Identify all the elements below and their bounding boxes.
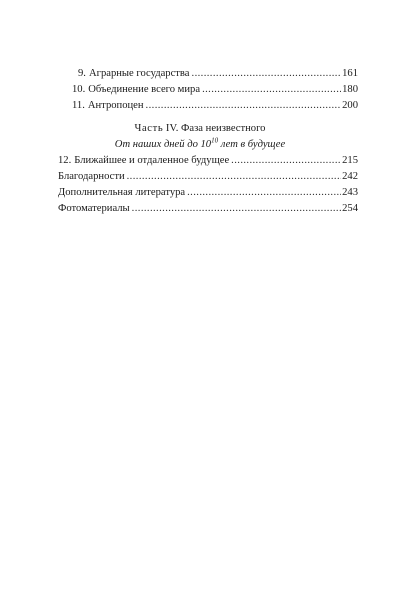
toc-entry-title: Ближайшее и отдаленное будущее <box>74 155 230 166</box>
dot-leader <box>187 185 341 201</box>
toc-entry <box>58 82 358 98</box>
toc-entry-number: 10. <box>72 84 86 95</box>
toc-entry-page: 215 <box>342 155 358 166</box>
toc-entry-number: 9. <box>78 68 86 79</box>
part-subtitle-end: лет в будущее <box>218 139 286 150</box>
part-subtitle <box>0 137 400 153</box>
part-heading <box>0 121 400 137</box>
dot-leader <box>192 66 342 82</box>
toc-entry-title: Благодарности <box>58 171 125 182</box>
toc-entry-title: Объединение всего мира <box>88 84 201 95</box>
dot-leader <box>127 169 341 185</box>
toc-bottom-section <box>58 153 358 217</box>
dot-leader <box>231 153 341 169</box>
toc-entry <box>58 98 358 114</box>
toc-entry-title: Дополнительная литература <box>58 187 186 198</box>
toc-entry-page: 242 <box>342 171 358 182</box>
toc-entry-page: 161 <box>342 68 358 79</box>
toc-entry-number: 12. <box>58 155 72 166</box>
toc-entry-title: Фотоматериалы <box>58 203 130 214</box>
part-numeral: IV. <box>165 123 179 134</box>
part-title: Фаза неизвестного <box>181 123 266 134</box>
toc-entry <box>58 66 358 82</box>
dot-leader <box>132 201 341 217</box>
part-subtitle-start: От наших дней до 10 <box>114 139 212 150</box>
dot-leader <box>202 82 341 98</box>
part-subtitle-exponent: 10 <box>211 136 219 145</box>
toc-entry-page: 180 <box>342 84 358 95</box>
toc-entry <box>58 185 358 201</box>
toc-entry <box>58 153 358 169</box>
toc-entry-title: Антропоцен <box>87 100 144 111</box>
toc-entry-page: 243 <box>342 187 358 198</box>
dot-leader <box>146 98 342 114</box>
toc-entry-title: Аграрные государства <box>88 68 190 79</box>
toc-entry-page: 200 <box>342 100 358 111</box>
part-label: Часть <box>134 123 164 134</box>
toc-entry-page: 254 <box>342 203 358 214</box>
toc-top-section <box>58 66 358 114</box>
toc-entry-number: 11. <box>72 100 85 111</box>
toc-entry <box>58 201 358 217</box>
toc-entry <box>58 169 358 185</box>
